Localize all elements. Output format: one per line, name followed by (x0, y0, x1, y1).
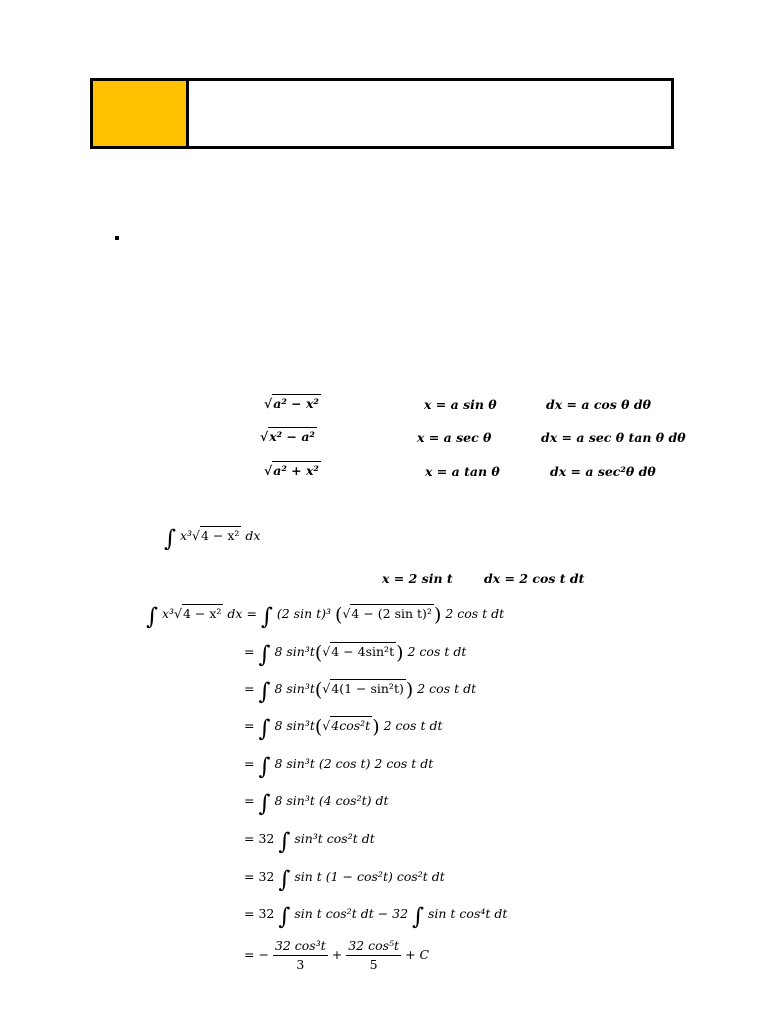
step-1-radicand: 4 − (2 sin t)² (351, 606, 432, 621)
radicand: a² − x² (273, 396, 319, 411)
coefficient: = 32 (244, 906, 275, 921)
sqrt-symbol: √ (322, 681, 331, 696)
step-3-a: 8 sin³t (274, 681, 315, 696)
fraction-1 (273, 940, 328, 971)
equals: = (244, 793, 255, 808)
step-9-body-a: sin t cos²t dt − 32 (294, 906, 409, 921)
step-2-radicand: 4 − 4sin²t (331, 644, 395, 659)
sqrt-symbol: √ (192, 528, 200, 543)
step-8 (244, 869, 445, 892)
step-4-b: 2 cos t dt (383, 718, 443, 733)
plus: + (331, 947, 343, 962)
step-3 (244, 681, 476, 704)
table-expr-2 (260, 431, 317, 444)
step-2 (244, 644, 466, 667)
table-diff-1: dx = a cos θ dθ (546, 397, 651, 412)
table-sub-3: x = a tan θ (425, 464, 500, 479)
lhs-radicand: 4 − x² (183, 606, 222, 621)
integral-sign: ∫ (412, 904, 425, 930)
numerator: 32 cos⁵t (346, 940, 401, 956)
step-9-body-b: sin t cos⁴t dt (428, 906, 508, 921)
integral-sign: ∫ (260, 604, 273, 630)
fraction-2 (346, 940, 401, 971)
denominator: 3 (296, 956, 305, 972)
integral-sign: ∫ (258, 679, 271, 705)
integral-sign: ∫ (258, 791, 271, 817)
right-paren: ) (433, 604, 442, 626)
lhs-dx: dx = (227, 606, 257, 621)
lhs-integrand: x³ (161, 606, 175, 621)
header-box (90, 78, 674, 149)
step-6-body: 8 sin³t (4 cos²t) dt (274, 793, 389, 808)
header-title-area (189, 81, 671, 146)
radicand: a² + x² (273, 463, 319, 478)
bullet-marker (115, 236, 119, 240)
table-sub-2: x = a sec θ (417, 430, 492, 445)
tail: + C (405, 947, 430, 962)
sqrt-symbol: √ (264, 396, 273, 411)
right-paren: ) (405, 679, 414, 701)
integral-sign: ∫ (258, 642, 271, 668)
denominator: 5 (369, 956, 378, 972)
step-7 (244, 831, 375, 854)
coefficient: = 32 (244, 831, 275, 846)
step-4-a: 8 sin³t (274, 718, 315, 733)
sqrt-symbol: √ (322, 718, 331, 733)
differential: dx (245, 528, 261, 543)
table-expr-3 (264, 465, 321, 478)
step-5 (244, 756, 433, 779)
step-9 (244, 906, 507, 929)
left-paren: ( (314, 679, 323, 701)
step-10 (244, 940, 429, 971)
table-diff-2: dx = a sec θ tan θ dθ (541, 430, 686, 445)
step-3-radicand: 4(1 − sin²t) (331, 681, 404, 696)
sqrt-symbol: √ (174, 606, 182, 621)
step-1-b: 2 cos t dt (445, 606, 505, 621)
equals: = (244, 756, 255, 771)
sqrt-symbol: √ (260, 429, 269, 444)
step-2-b: 2 cos t dt (407, 644, 467, 659)
integral-sign: ∫ (278, 829, 291, 855)
sqrt-symbol: √ (322, 644, 331, 659)
integral-sign: ∫ (258, 754, 271, 780)
right-paren: ) (372, 716, 380, 738)
left-paren: ( (314, 642, 323, 664)
radicand: 4 − x² (201, 528, 240, 543)
numerator: 32 cos³t (273, 940, 328, 956)
left-paren: ( (314, 716, 323, 738)
radicand: x² − a² (269, 429, 315, 444)
integral-sign: ∫ (278, 867, 291, 893)
table-diff-3: dx = a sec²θ dθ (550, 464, 656, 479)
step-3-b: 2 cos t dt (417, 681, 477, 696)
step-5-body: 8 sin³t (2 cos t) 2 cos t dt (274, 756, 434, 771)
step-2-a: 8 sin³t (274, 644, 315, 659)
right-paren: ) (396, 642, 404, 664)
integral-sign: ∫ (258, 716, 271, 742)
integral-sign: ∫ (146, 604, 158, 630)
step-8-body: sin t (1 − cos²t) cos²t dt (294, 869, 445, 884)
example-integral (164, 528, 260, 551)
step-1-a: (2 sin t)³ (276, 606, 332, 621)
header-accent-block (93, 81, 189, 146)
step-7-body: sin³t cos²t dt (294, 831, 375, 846)
left-paren: ( (335, 604, 343, 626)
example-substitution: x = 2 sin t (382, 571, 453, 586)
sqrt-symbol: √ (342, 606, 351, 621)
integrand: x³ (179, 528, 193, 543)
step-1 (146, 606, 504, 629)
example-differential-sub: dx = 2 cos t dt (484, 571, 585, 586)
step-6 (244, 793, 389, 816)
integral-sign: ∫ (164, 526, 176, 552)
table-expr-1 (264, 398, 321, 411)
equals: = (244, 718, 255, 733)
sqrt-symbol: √ (264, 463, 273, 478)
coefficient: = 32 (244, 869, 275, 884)
equals: = (244, 681, 255, 696)
lead: = − (244, 947, 269, 962)
table-sub-1: x = a sin θ (424, 397, 497, 412)
step-4-radicand: 4cos²t (331, 718, 371, 733)
equals: = (244, 644, 255, 659)
step-4 (244, 718, 442, 741)
integral-sign: ∫ (278, 904, 291, 930)
